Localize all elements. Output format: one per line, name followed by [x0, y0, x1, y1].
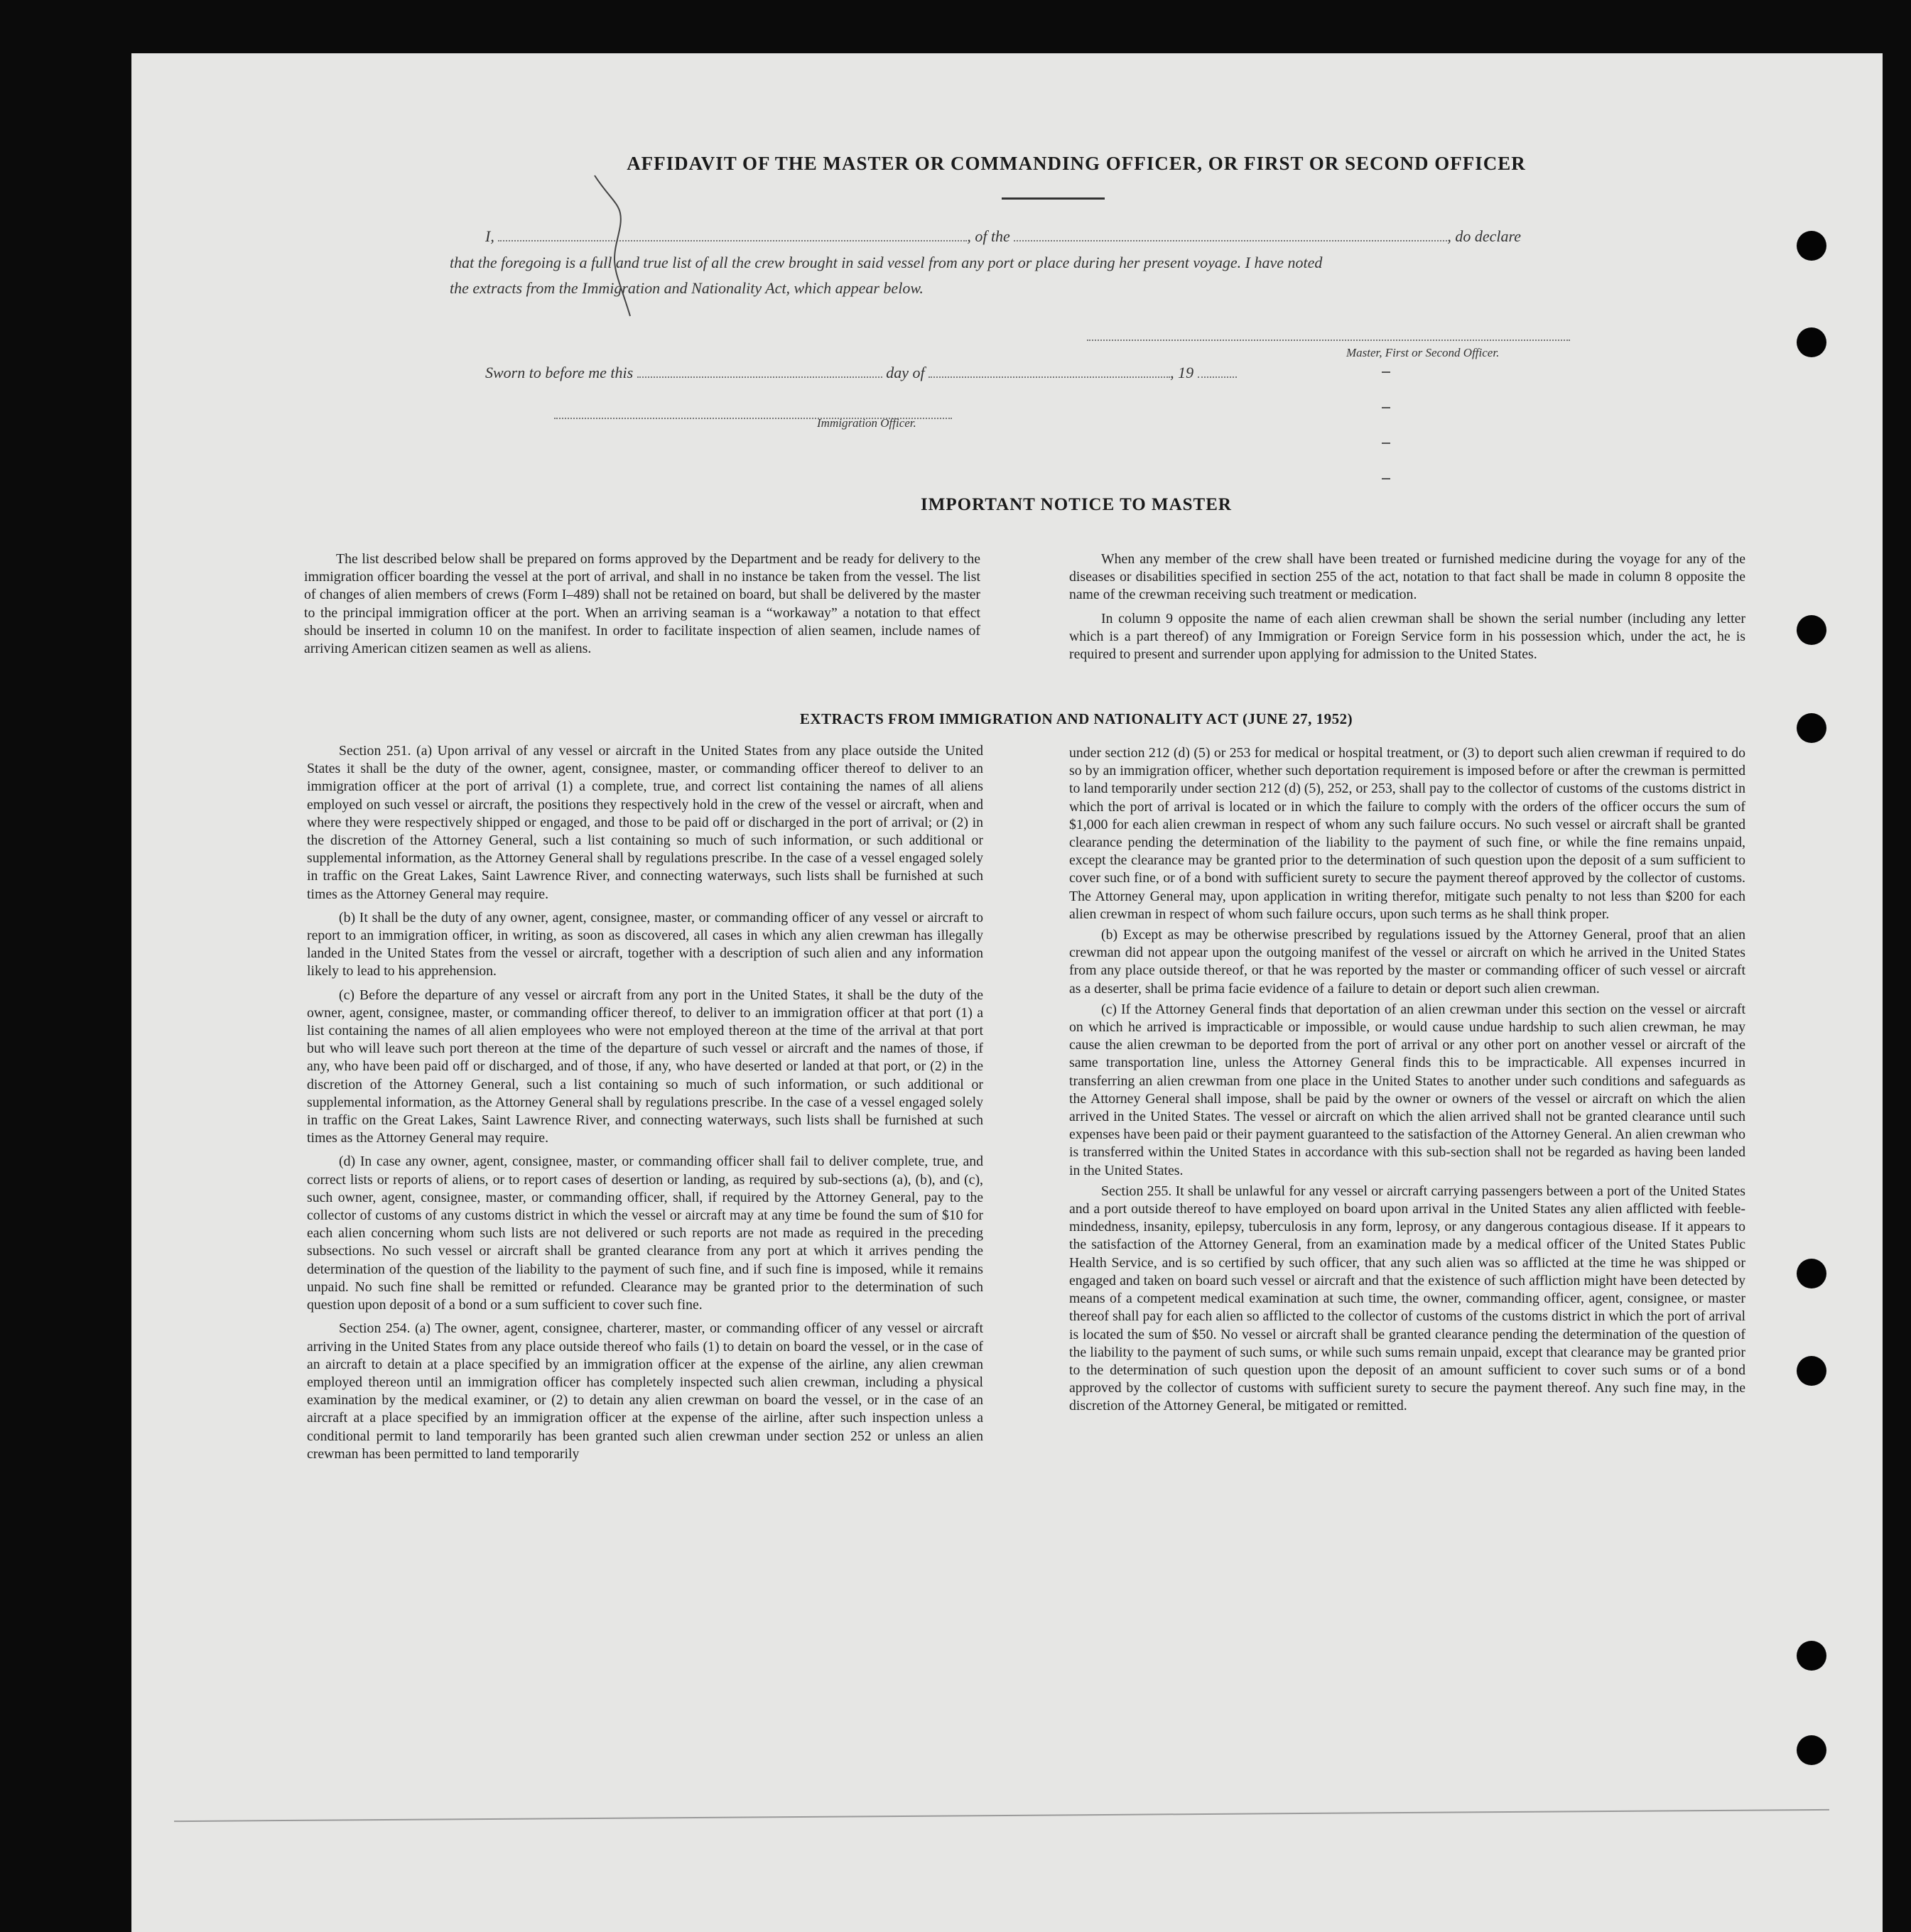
- section-251a: Section 251. (a) Upon arrival of any vessel or aircraft in the United States from any place outside the United States it shall be the duty of the owner, agent, consignee, master, or commanding officer thereof to deliver to an immigration officer at the port of arrival (1) a complete, true, and correct list containing the names of all aliens employed on such vessel or aircraft, the positions they respectively hold in the crew of the vessel or aircraft, when and where they were respectively shipped or engaged, and those to be paid off or discharged in the port of arrival; or (2) in the discretion of the Attorney General, such a list containing so much of such information, or such additional or supplemental information, as the Attorney General shall by regulations prescribe. In the case of a vessel engaged solely in traffic on the Great Lakes, Saint Lawrence River, and connecting waterways, such lists shall be furnished at such times as the Attorney General may require.: [307, 743, 983, 902]
- binder-hole: [1797, 1356, 1826, 1386]
- section-251b: (b) It shall be the duty of any owner, agent, consignee, master, or commanding officer of any vessel or aircraft to report to an immigration officer, in writing, as soon as discovered, all cases in which any alien crewman has illegally landed in the United States from the vessel or aircraft, together with a description of such alien and any information likely to lead to his apprehension.: [307, 909, 983, 979]
- day-of-label: day of: [886, 364, 925, 381]
- year-label: , 19: [1170, 364, 1194, 381]
- declaration-text-line-3: the extracts from the Immigration and Nationality Act, which appear below.: [450, 279, 924, 297]
- declarant-name-field[interactable]: [498, 227, 967, 242]
- notice-right-paragraph-1: When any member of the crew shall have been treated or furnished medicine during the voyage for any of the diseases or disabilities specified in section 255 of the act, notation to that fact shall be made in column 8 opposite the name of the crewman receiving such treatment or medication.: [1069, 551, 1745, 603]
- sworn-year-field[interactable]: [1198, 364, 1237, 378]
- affidavit-page: [131, 53, 1883, 1932]
- binder-hole: [1797, 615, 1826, 645]
- section-251c: (c) Before the departure of any vessel or aircraft from any port in the United States, it shall be the duty of the owner, agent, consignee, master, or commanding officer thereof, to deliver to an immigration officer at that port (1) a list containing the names of all alien employees who were not employed thereon at the time of the arrival at that port but who will leave such port thereon at the time of the departure of such vessel or aircraft and the names of those, if any, who have been paid off or discharged, and of those, if any, who have deserted or landed at that port, or (2) in the discretion of the Attorney General, such a list containing so much of such information, or such additional or supplemental information, as the Attorney General shall by regulations prescribe. In the case of a vessel engaged solely in traffic on the Great Lakes, Saint Lawrence River, and connecting waterways, such lists shall be furnished at such times as the Attorney General may require.: [307, 987, 983, 1146]
- sworn-month-field[interactable]: [929, 364, 1170, 378]
- pen-stroke-mark: [593, 174, 636, 344]
- of-the-label: , of the: [967, 227, 1010, 245]
- officer-signature-label: Immigration Officer.: [817, 416, 916, 430]
- margin-tick: [1382, 443, 1390, 444]
- binder-hole: [1797, 713, 1826, 743]
- section-251d: (d) In case any owner, agent, consignee, master, or commanding officer shall fail to deliver complete, true, and correct lists or reports of aliens, or to report cases of desertion or landing, as required by sub-sections (a), (b), and (c), such owner, agent, consignee, master, or commanding officer, shall, if required by the Attorney General, pay to the collector of customs of any customs district in which the vessel or aircraft may at any time be found the sum of $10 for each alien concerning whom such lists are not delivered or such reports are not made as required in the preceding subsections. No such vessel or aircraft shall be granted clearance from any port at which it arrives pending the determination of the question of the liability to the payment of such fine, and if such fine is imposed, while it remains unpaid. No such fine shall be remitted or refunded. Clearance may be granted prior to the determination of such question upon deposit of a bond or a sum sufficient to cover such fine.: [307, 1154, 983, 1313]
- sworn-line: [485, 364, 1237, 382]
- binder-hole: [1797, 231, 1826, 261]
- binder-hole: [1797, 1641, 1826, 1671]
- binder-hole: [1797, 1259, 1826, 1288]
- extracts-left-column: [307, 742, 983, 1469]
- sworn-label: Sworn to before me this: [485, 364, 634, 381]
- declaration-text-line-2: that the foregoing is a full and true list of all the crew brought in said vessel from any port or place during her present voyage. I have noted: [450, 254, 1323, 271]
- binder-hole: [1797, 1735, 1826, 1765]
- sworn-day-field[interactable]: [637, 364, 882, 378]
- notice-right-paragraph-2: In column 9 opposite the name of each alien crewman shall be shown the serial number (including any letter which is a part thereof) of any Immigration or Foreign Service form in his possession which, under the act, he is required to present and surrender upon applying for admission to the United States.: [1069, 610, 1745, 663]
- binder-hole: [1797, 327, 1826, 357]
- extracts-right-column: [1069, 744, 1745, 1418]
- section-254c: (c) If the Attorney General finds that deportation of an alien crewman under this section on the vessel or aircraft on which he arrived is impracticable or impossible, or would cause undue hardship to such alien crewman, he may cause the alien crewman to be deported from the port of arrival or any other port on another vessel or aircraft of the same transportation line, unless the Attorney General finds this to be impracticable. All expenses incurred in transferring an alien crewman from one place in the United States to another under such conditions and safeguards as the Attorney General shall impose, shall be paid by the owner or owners of the vessel or aircraft on which the alien arrived in the United States. The vessel or aircraft on which the alien arrived shall not be granted clearance until such expenses have been paid or their payment guaranteed to the satisfaction of the Attorney General. An alien crewman who is transferred within the United States in accordance with this sub-section shall not be regarded as having been landed in the United States.: [1069, 1001, 1745, 1178]
- master-signature-label: Master, First or Second Officer.: [1346, 346, 1500, 359]
- notice-left-paragraph: The list described below shall be prepared on forms approved by the Department and be ready for delivery to the immigration officer boarding the vessel at the port of arrival, and shall in no instance be taken from the vessel. The list of changes of alien members of crews (Form I–489) shall not be retained on board, but shall be delivered by the master to the principal immigration officer at the port. When an arriving seaman is a “workaway” a notation to that effect should be inserted in column 10 on the manifest. In order to facilitate inspection of alien seamen, include names of arriving American citizen seamen as well as aliens.: [304, 551, 980, 657]
- notice-left-column: [304, 550, 980, 663]
- declarant-prefix: I,: [485, 227, 494, 245]
- margin-tick: [1382, 478, 1390, 479]
- affidavit-title: AFFIDAVIT OF THE MASTER OR COMMANDING OFFICER, OR FIRST OR SECOND OFFICER: [627, 153, 1526, 174]
- margin-tick: [1382, 407, 1390, 408]
- section-255: Section 255. It shall be unlawful for any vessel or aircraft carrying passengers between a port of the United States and a port outside thereof to have employed on board upon arrival in the United States any alien afflicted with feeble-mindedness, insanity, epilepsy, tuberculosis in any form, leprosy, or any dangerous contagious disease. If it appears to the satisfaction of the Attorney General, from an examination made by a medical officer of the United States Public Health Service, and is so certified by such officer, that any such alien was so afflicted at the time he was shipped or engaged and taken on board such vessel or aircraft and that the existence of such affliction might have been detected by means of a competent medical examination at such time, the owner, commanding officer, agent, consignee, or master thereof shall pay for each alien so afflicted to the collector of customs of the customs district in which the port of arrival is located the sum of $50. No vessel or aircraft shall be granted clearance pending the determination of the question of the liability to the payment of such sums, or while such sums remain unpaid, except that clearance may be granted prior to the determination of such question upon the deposit of an amount sufficient to cover such sums or of a bond approved by the collector of customs with sufficient surety to secure the payment thereof. Any such fine may, in the discretion of the Attorney General, be mitigated or remitted.: [1069, 1183, 1745, 1414]
- margin-tick: [1382, 371, 1390, 373]
- notice-title: IMPORTANT NOTICE TO MASTER: [921, 495, 1232, 514]
- declaration-line: [485, 227, 1521, 246]
- notice-right-column: [1069, 550, 1745, 669]
- section-254b: (b) Except as may be otherwise prescribed by regulations issued by the Attorney General, proof that an alien crewman did not appear upon the outgoing manifest of the vessel or aircraft on which he arrived in the United States from any place outside thereof, or that he was reported by the master or commanding officer of such vessel or aircraft as a deserter, shall be prima facie evidence of a failure to detain or deport such alien crewman.: [1069, 927, 1745, 997]
- title-underline: [1002, 197, 1105, 200]
- section-254a-continued: under section 212 (d) (5) or 253 for medical or hospital treatment, or (3) to deport such alien crewman if required to do so by an immigration officer, whether such deportation requirement is imposed before or after the crewman is permitted to land temporarily under section 212 (d) (5), 252, or 253, shall pay to the collector of customs of the customs district in which the port of arrival is located or in which the failure to comply with the orders of the officer occurs the sum of $1,000 for each alien crewman in respect of whom any such failure occurs. No such vessel or aircraft shall be granted clearance pending the determination of the liability to the payment of such fine, or while the fine remains unpaid, except the clearance may be granted prior to the determination of such question upon the deposit of a sum sufficient to cover such fine, or of a bond with sufficient surety to secure the payment thereof approved by the collector of customs. The Attorney General may, upon application in writing therefor, mitigate such penalty to not less than $200 for each alien crewman in respect of whom such failure occurs, upon such terms as he shall think proper.: [1069, 745, 1745, 922]
- master-signature-field[interactable]: [1087, 327, 1570, 341]
- vessel-name-field[interactable]: [1014, 227, 1447, 242]
- do-declare-label: , do declare: [1447, 227, 1521, 245]
- page-fold-line: [174, 1809, 1829, 1822]
- section-254a: Section 254. (a) The owner, agent, consignee, charterer, master, or commanding officer of any vessel or aircraft arriving in the United States from any place outside thereof who fails (1) to detain on board the vessel, or in the case of an aircraft to detain at a place specified by an immigration officer at the expense of the airline, any alien crewman employed thereon until an immigration officer has completely inspected such alien crewman, including a physical examination by the medical examiner, or (2) to detain any alien crewman on board the vessel, or in the case of an aircraft at a place specified by an immigration officer at the expense of the airline, after such inspection unless a conditional permit to land temporarily has been granted such alien crewman under section 252 or unless an alien crewman has been permitted to land temporarily: [307, 1320, 983, 1462]
- extracts-title: EXTRACTS FROM IMMIGRATION AND NATIONALITY ACT (JUNE 27, 1952): [799, 710, 1353, 727]
